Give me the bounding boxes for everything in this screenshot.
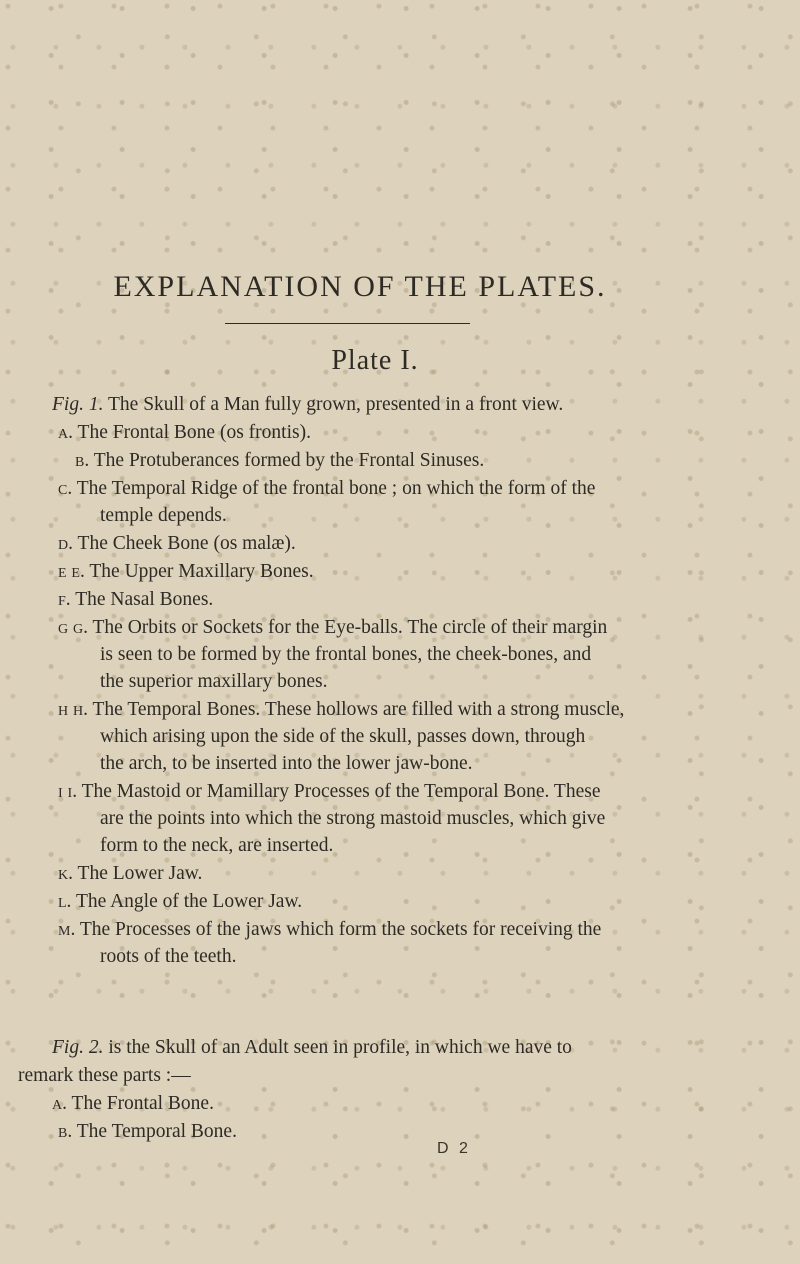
item-letter: g g. [58,617,88,638]
list-item-2b [58,1119,237,1144]
item-text: The Mastoid or Mamillary Processes of the Temporal Bone. These [81,781,601,802]
page-signature: D 2 [437,1140,471,1157]
list-item-m [58,917,601,942]
list-item-g [58,615,607,640]
fig2-label: Fig. 2. [52,1037,104,1058]
plate-heading: Plate I. [331,345,419,376]
page-title: EXPLANATION OF THE PLATES. [113,270,607,303]
item-text: The Upper Maxillary Bones. [89,561,314,582]
list-item-h-cont: which arising upon the side of the skull, passes down, through [100,726,586,747]
item-letter: d. [58,533,73,554]
item-text: The Protuberances formed by the Frontal Sinuses. [93,450,485,471]
list-item-l [58,889,302,914]
item-text: The Nasal Bones. [75,589,214,610]
item-letter: a. [52,1093,67,1114]
item-letter: m. [58,919,76,940]
item-letter: i i. [58,781,78,802]
list-item-b [75,448,484,473]
fig2-text: is the Skull of an Adult seen in profile, in which we have to [108,1037,572,1058]
item-text: The Cheek Bone (os malæ). [77,533,296,554]
list-item-i [58,779,601,804]
item-letter: b. [75,450,90,471]
item-text: The Lower Jaw. [77,863,203,884]
list-item-h-cont: the arch, to be inserted into the lower jaw-bone. [100,753,473,774]
list-item-m-cont: roots of the teeth. [100,946,237,967]
item-letter: k. [58,863,73,884]
fig2-caption [52,1035,572,1060]
item-text: The Frontal Bone (os frontis). [77,422,311,443]
list-item-c-cont: temple depends. [100,505,227,526]
item-letter: e e. [58,561,85,582]
list-item-g-cont: the superior maxillary bones. [100,671,328,692]
list-item-i-cont: form to the neck, are inserted. [100,835,334,856]
item-text: The Angle of the Lower Jaw. [75,891,303,912]
list-item-e [58,559,314,584]
list-item-2a [52,1091,214,1116]
list-item-g-cont: is seen to be formed by the frontal bones, the cheek-bones, and [100,644,592,665]
fig1-label: Fig. 1. [52,394,104,415]
item-letter: f. [58,589,71,610]
list-item-i-cont: are the points into which the strong mastoid muscles, which give [100,808,606,829]
list-item-c [58,476,595,501]
item-text: The Temporal Bone. [76,1121,237,1142]
item-letter: h h. [58,699,88,720]
list-item-a [58,420,311,445]
fig2-caption-cont: remark these parts :— [18,1065,191,1086]
list-item-d [58,531,296,556]
item-letter: b. [58,1121,73,1142]
fig1-text: The Skull of a Man fully grown, presented in a front view. [108,394,564,415]
item-letter: c. [58,478,73,499]
fig1-caption [52,392,563,417]
item-letter: a. [58,422,73,443]
list-item-f [58,587,213,612]
item-text: The Frontal Bone. [71,1093,214,1114]
list-item-k [58,861,202,886]
item-text: The Temporal Ridge of the frontal bone ; on which the form of the [76,478,596,499]
item-letter: l. [58,891,72,912]
item-text: The Processes of the jaws which form the sockets for receiving the [79,919,602,940]
item-text: The Orbits or Sockets for the Eye-balls. The circle of their margin [92,617,608,638]
list-item-h [58,697,624,722]
item-text: The Temporal Bones. These hollows are filled with a strong muscle, [92,699,625,720]
title-rule [225,323,470,324]
